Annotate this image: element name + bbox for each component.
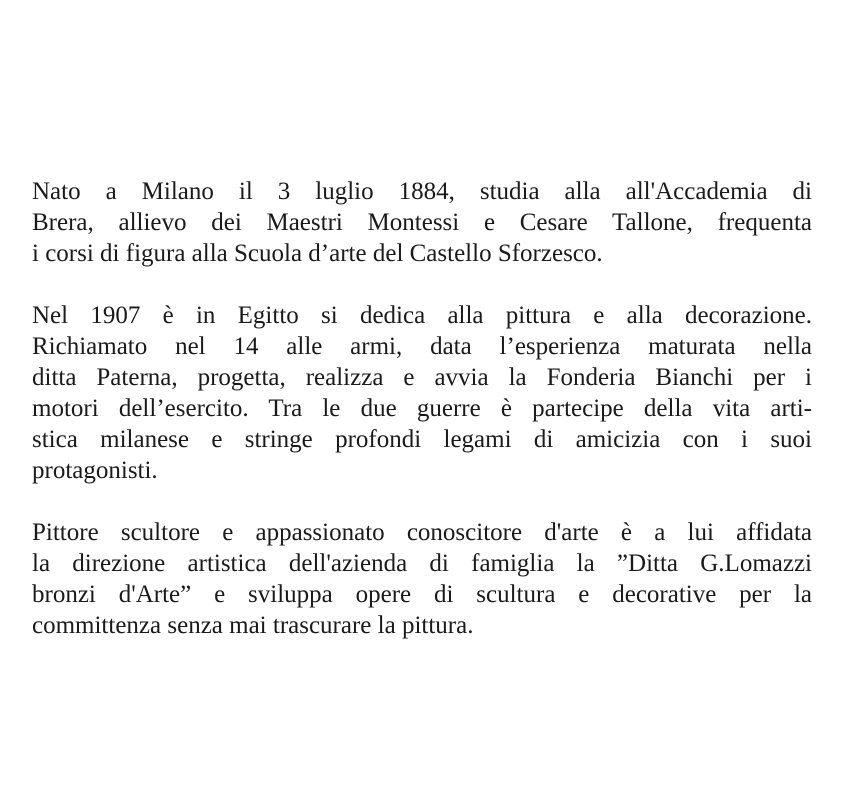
text-line: Nel 1907 è in Egitto si dedica alla pittura e alla decorazione. [32, 302, 812, 329]
text-line: committenza senza mai trascurare la pittura. [32, 612, 474, 639]
text-line: la direzione artistica dell'azienda di famiglia la ”Ditta G.Lomazzi [32, 550, 812, 577]
text-line: bronzi d'Arte” e sviluppa opere di scultura e decorative per la [32, 581, 812, 608]
text-line: protagonisti. [32, 457, 158, 484]
text-line: motori dell’esercito. Tra le due guerre è partecipe della vita arti- [32, 395, 812, 422]
paragraph-2 [32, 300, 812, 486]
text-line: i corsi di figura alla Scuola d’arte del Castello Sforzesco. [32, 240, 603, 267]
paragraph-3 [32, 517, 812, 641]
text-line: stica milanese e stringe profondi legami di amicizia con i suoi [32, 426, 812, 453]
text-line: Brera, allievo dei Maestri Montessi e Cesare Tallone, frequenta [32, 209, 812, 236]
text-line: ditta Paterna, progetta, realizza e avvia la Fonderia Bianchi per i [32, 364, 812, 391]
text-line: Pittore scultore e appassionato conoscitore d'arte è a lui affidata [32, 519, 812, 546]
biography-text [32, 176, 812, 641]
paragraph-1 [32, 176, 812, 269]
text-line: Richiamato nel 14 alle armi, data l’esperienza maturata nella [32, 333, 812, 360]
text-line: Nato a Milano il 3 luglio 1884, studia alla all'Accademia di [32, 178, 812, 205]
